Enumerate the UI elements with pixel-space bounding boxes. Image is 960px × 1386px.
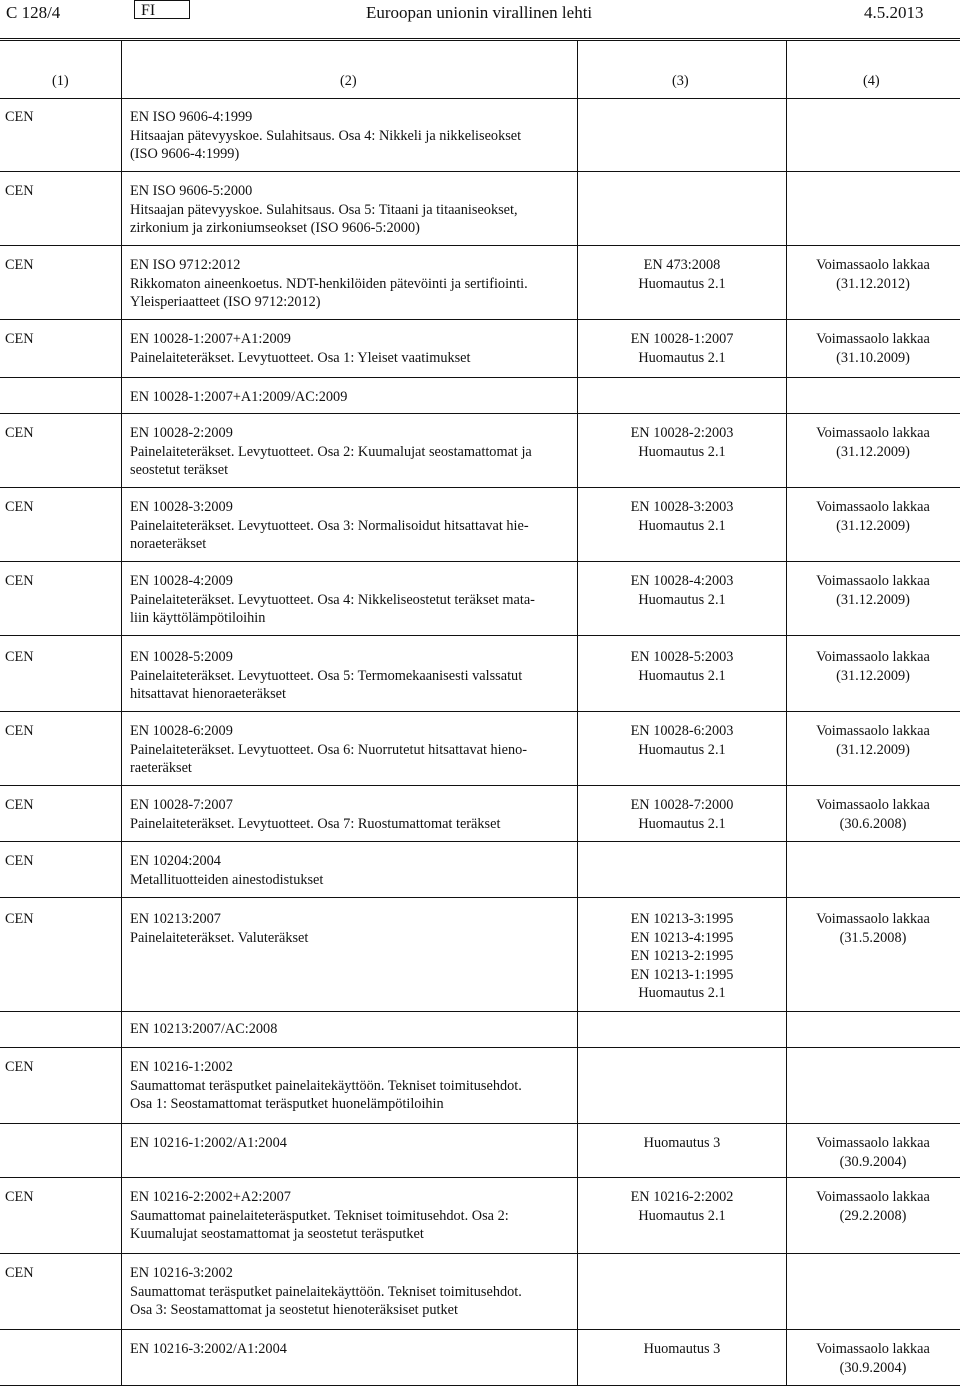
standard-reference: EN 10028-6:2009 (130, 723, 233, 739)
superseded-standard-line: Huomautus 2.1 (638, 741, 726, 758)
superseded-standard-line: Huomautus 3 (643, 1341, 721, 1357)
standard-title-line: Saumattomat painelaiteteräsputket. Tekniset toimitusehdot. Osa 2: (130, 1207, 509, 1224)
standard-reference: EN 10216-1:2002/A1:2004 (130, 1135, 287, 1151)
organisation-cell: CEN (5, 425, 34, 441)
row-separator (0, 1177, 960, 1178)
standard-title-line: Yleisperiaatteet (ISO 9712:2012) (130, 294, 321, 310)
row-separator (0, 319, 960, 320)
standard-title-line: hitsattavat hienoraeteräkset (130, 686, 287, 702)
cessation-date-line: (30.6.2008) (839, 815, 907, 832)
standard-reference: EN 10216-3:2002/A1:2004 (130, 1341, 287, 1357)
standard-title-line: Rikkomaton aineenkoetus. NDT-henkilöiden pätevöinti ja sertifiointi. (130, 275, 528, 292)
organisation-cell: CEN (5, 911, 34, 927)
column-header-3: (3) (672, 73, 689, 89)
cessation-date-line: (31.12.2009) (836, 591, 910, 608)
superseded-standard-line: Huomautus 2.1 (638, 517, 726, 534)
cessation-date-line: Voimassaolo lakkaa (816, 797, 930, 813)
row-separator (0, 1047, 960, 1048)
superseded-standard-line: Huomautus 2.1 (638, 667, 726, 684)
standard-reference: EN 10028-2:2009 (130, 425, 233, 441)
organisation-cell: CEN (5, 797, 34, 813)
standard-title-line: Saumattomat teräsputket painelaitekäyttöön. Tekniset toimitusehdot. (130, 1077, 522, 1094)
page-header (0, 0, 960, 30)
standard-title-line: (ISO 9606-4:1999) (130, 146, 240, 162)
cessation-date-line: Voimassaolo lakkaa (816, 573, 930, 589)
cessation-date-line: Voimassaolo lakkaa (816, 1189, 930, 1205)
row-separator (0, 1123, 960, 1124)
standard-title-line: Painelaiteteräkset. Levytuotteet. Osa 5: Termomekaanisesti valssatut (130, 667, 523, 684)
cessation-date-line: (31.10.2009) (836, 349, 910, 366)
superseded-standard-line: EN 10028-5:2003 (630, 649, 734, 665)
standard-reference: EN 10216-3:2002 (130, 1265, 233, 1281)
superseded-standard-line: EN 10028-2:2003 (630, 425, 734, 441)
standard-reference: EN 10028-4:2009 (130, 573, 233, 589)
organisation-cell: CEN (5, 853, 34, 869)
column-header-1: (1) (52, 73, 69, 89)
row-separator (0, 487, 960, 488)
standard-title-line: Painelaiteteräkset. Valuteräkset (130, 929, 309, 946)
cessation-date-line: Voimassaolo lakkaa (816, 649, 930, 665)
superseded-standard-line: Huomautus 2.1 (638, 443, 726, 460)
column-divider-2 (577, 40, 578, 1386)
standard-reference: EN 10028-5:2009 (130, 649, 233, 665)
language-code-box: FI (134, 0, 190, 19)
superseded-standard-line: Huomautus 2.1 (638, 349, 726, 366)
column-divider-3 (786, 40, 787, 1386)
organisation-cell: CEN (5, 649, 34, 665)
standard-title-line: Hitsaajan pätevyyskoe. Sulahitsaus. Osa 5: Titaani ja titaaniseokset, (130, 201, 518, 218)
organisation-cell: CEN (5, 183, 34, 199)
standard-title-line: Osa 1: Seostamattomat teräsputket huonelämpötiloihin (130, 1096, 444, 1112)
superseded-standard-line: EN 10216-2:2002 (630, 1189, 734, 1205)
cessation-date-line: Voimassaolo lakkaa (816, 331, 930, 347)
standard-title-line: Painelaiteteräkset. Levytuotteet. Osa 7: Ruostumattomat teräkset (130, 815, 501, 832)
superseded-standard-line: EN 10028-1:2007 (630, 331, 734, 347)
cessation-date-line: (31.12.2009) (836, 517, 910, 534)
standard-reference: EN 10204:2004 (130, 853, 221, 869)
publication-date: 4.5.2013 (864, 3, 924, 22)
superseded-standard-line: Huomautus 2.1 (638, 1207, 726, 1224)
cessation-date-line: Voimassaolo lakkaa (816, 911, 930, 927)
row-separator (0, 897, 960, 898)
standard-title-line: Saumattomat teräsputket painelaitekäyttöön. Tekniset toimitusehdot. (130, 1283, 522, 1300)
column-header-4: (4) (863, 73, 880, 89)
standard-reference: EN 10028-7:2007 (130, 797, 233, 813)
standard-title-line: Osa 3: Seostamattomat ja seostetut hienoteräksiset putket (130, 1302, 458, 1318)
superseded-standard-line: Huomautus 2.1 (638, 815, 726, 832)
column-header-2: (2) (340, 73, 357, 89)
standard-title-line: Kuumalujat seostamattomat ja seostetut teräsputket (130, 1226, 424, 1242)
table-top-rule-2 (0, 40, 960, 41)
standard-title-line: Painelaiteteräkset. Levytuotteet. Osa 3: Normalisoidut hitsattavat hie- (130, 517, 529, 534)
standard-title-line: noraeteräkset (130, 536, 207, 552)
standard-title-line: raeteräkset (130, 760, 192, 776)
cessation-date-line: (31.12.2012) (836, 275, 910, 292)
table-top-rule (0, 38, 960, 39)
superseded-standard-line: EN 10213-1:1995 (630, 966, 734, 983)
superseded-standard-line: Huomautus 2.1 (638, 591, 726, 608)
standard-title-line: seostetut teräkset (130, 462, 229, 478)
standard-title-line: Painelaiteteräkset. Levytuotteet. Osa 4: Nikkeliseostetut teräkset mata- (130, 591, 535, 608)
column-header-rule (0, 98, 960, 99)
standard-title-line: Painelaiteteräkset. Levytuotteet. Osa 2: Kuumalujat seostamattomat ja (130, 443, 532, 460)
organisation-cell: CEN (5, 257, 34, 273)
standard-title-line: Painelaiteteräkset. Levytuotteet. Osa 6: Nuorrutetut hitsattavat hieno- (130, 741, 528, 758)
standard-reference: EN 10028-1:2007+A1:2009 (130, 331, 291, 347)
organisation-cell: CEN (5, 109, 34, 125)
cessation-date-line: (31.12.2009) (836, 741, 910, 758)
standard-reference: EN 10216-2:2002+A2:2007 (130, 1189, 291, 1205)
row-separator (0, 711, 960, 712)
organisation-cell: CEN (5, 1189, 34, 1205)
row-separator (0, 635, 960, 636)
superseded-standard-line: EN 473:2008 (643, 257, 721, 273)
standard-title-line: Metallituotteiden ainestodistukset (130, 871, 324, 888)
organisation-cell: CEN (5, 331, 34, 347)
standard-title-line: zirkonium ja zirkoniumseokset (ISO 9606-5:2000) (130, 220, 420, 236)
cessation-date-line: (30.9.2004) (839, 1359, 907, 1376)
row-separator (0, 1329, 960, 1330)
organisation-cell: CEN (5, 1059, 34, 1075)
row-separator (0, 413, 960, 414)
cessation-date-line: (30.9.2004) (839, 1153, 907, 1170)
standard-title-line: Hitsaajan pätevyyskoe. Sulahitsaus. Osa 4: Nikkeli ja nikkeliseokset (130, 127, 522, 144)
standard-title-line: liin käyttölämpötiloihin (130, 610, 266, 626)
organisation-cell: CEN (5, 499, 34, 515)
standard-reference: EN ISO 9712:2012 (130, 257, 241, 273)
superseded-standard-line: EN 10213-3:1995 (630, 911, 734, 927)
row-separator (0, 1253, 960, 1254)
cessation-date-line: Voimassaolo lakkaa (816, 723, 930, 739)
superseded-standard-line: EN 10028-7:2000 (630, 797, 734, 813)
cessation-date-line: Voimassaolo lakkaa (816, 499, 930, 515)
organisation-cell: CEN (5, 723, 34, 739)
superseded-standard-line: EN 10028-6:2003 (630, 723, 734, 739)
organisation-cell: CEN (5, 1265, 34, 1281)
superseded-standard-line: Huomautus 2.1 (638, 275, 726, 292)
row-separator (0, 1011, 960, 1012)
cessation-date-line: (31.12.2009) (836, 443, 910, 460)
standard-reference: EN 10028-1:2007+A1:2009/AC:2009 (130, 389, 348, 405)
cessation-date-line: (29.2.2008) (839, 1207, 907, 1224)
cessation-date-line: Voimassaolo lakkaa (816, 1341, 930, 1357)
superseded-standard-line: EN 10213-4:1995 (630, 929, 734, 946)
page-reference: C 128/4 (6, 3, 61, 22)
superseded-standard-line: Huomautus 3 (643, 1135, 721, 1151)
standard-reference: EN 10213:2007 (130, 911, 221, 927)
standard-title-line: Painelaiteteräkset. Levytuotteet. Osa 1: Yleiset vaatimukset (130, 349, 471, 366)
standard-reference: EN 10028-3:2009 (130, 499, 233, 515)
column-divider-1 (121, 40, 122, 1386)
row-separator (0, 171, 960, 172)
organisation-cell: CEN (5, 573, 34, 589)
cessation-date-line: (31.5.2008) (839, 929, 907, 946)
row-separator (0, 785, 960, 786)
cessation-date-line: Voimassaolo lakkaa (816, 425, 930, 441)
cessation-date-line: Voimassaolo lakkaa (816, 257, 930, 273)
standard-reference: EN 10216-1:2002 (130, 1059, 233, 1075)
row-separator (0, 377, 960, 378)
superseded-standard-line: EN 10028-4:2003 (630, 573, 734, 589)
superseded-standard-line: Huomautus 2.1 (638, 985, 726, 1001)
standard-reference: EN ISO 9606-5:2000 (130, 183, 253, 199)
row-separator (0, 841, 960, 842)
row-separator (0, 245, 960, 246)
journal-title: Euroopan unionin virallinen lehti (366, 3, 593, 22)
standard-reference: EN 10213:2007/AC:2008 (130, 1021, 278, 1037)
superseded-standard-line: EN 10028-3:2003 (630, 499, 734, 515)
standard-reference: EN ISO 9606-4:1999 (130, 109, 253, 125)
superseded-standard-line: EN 10213-2:1995 (630, 948, 734, 964)
cessation-date-line: Voimassaolo lakkaa (816, 1135, 930, 1151)
row-separator (0, 561, 960, 562)
cessation-date-line: (31.12.2009) (836, 667, 910, 684)
